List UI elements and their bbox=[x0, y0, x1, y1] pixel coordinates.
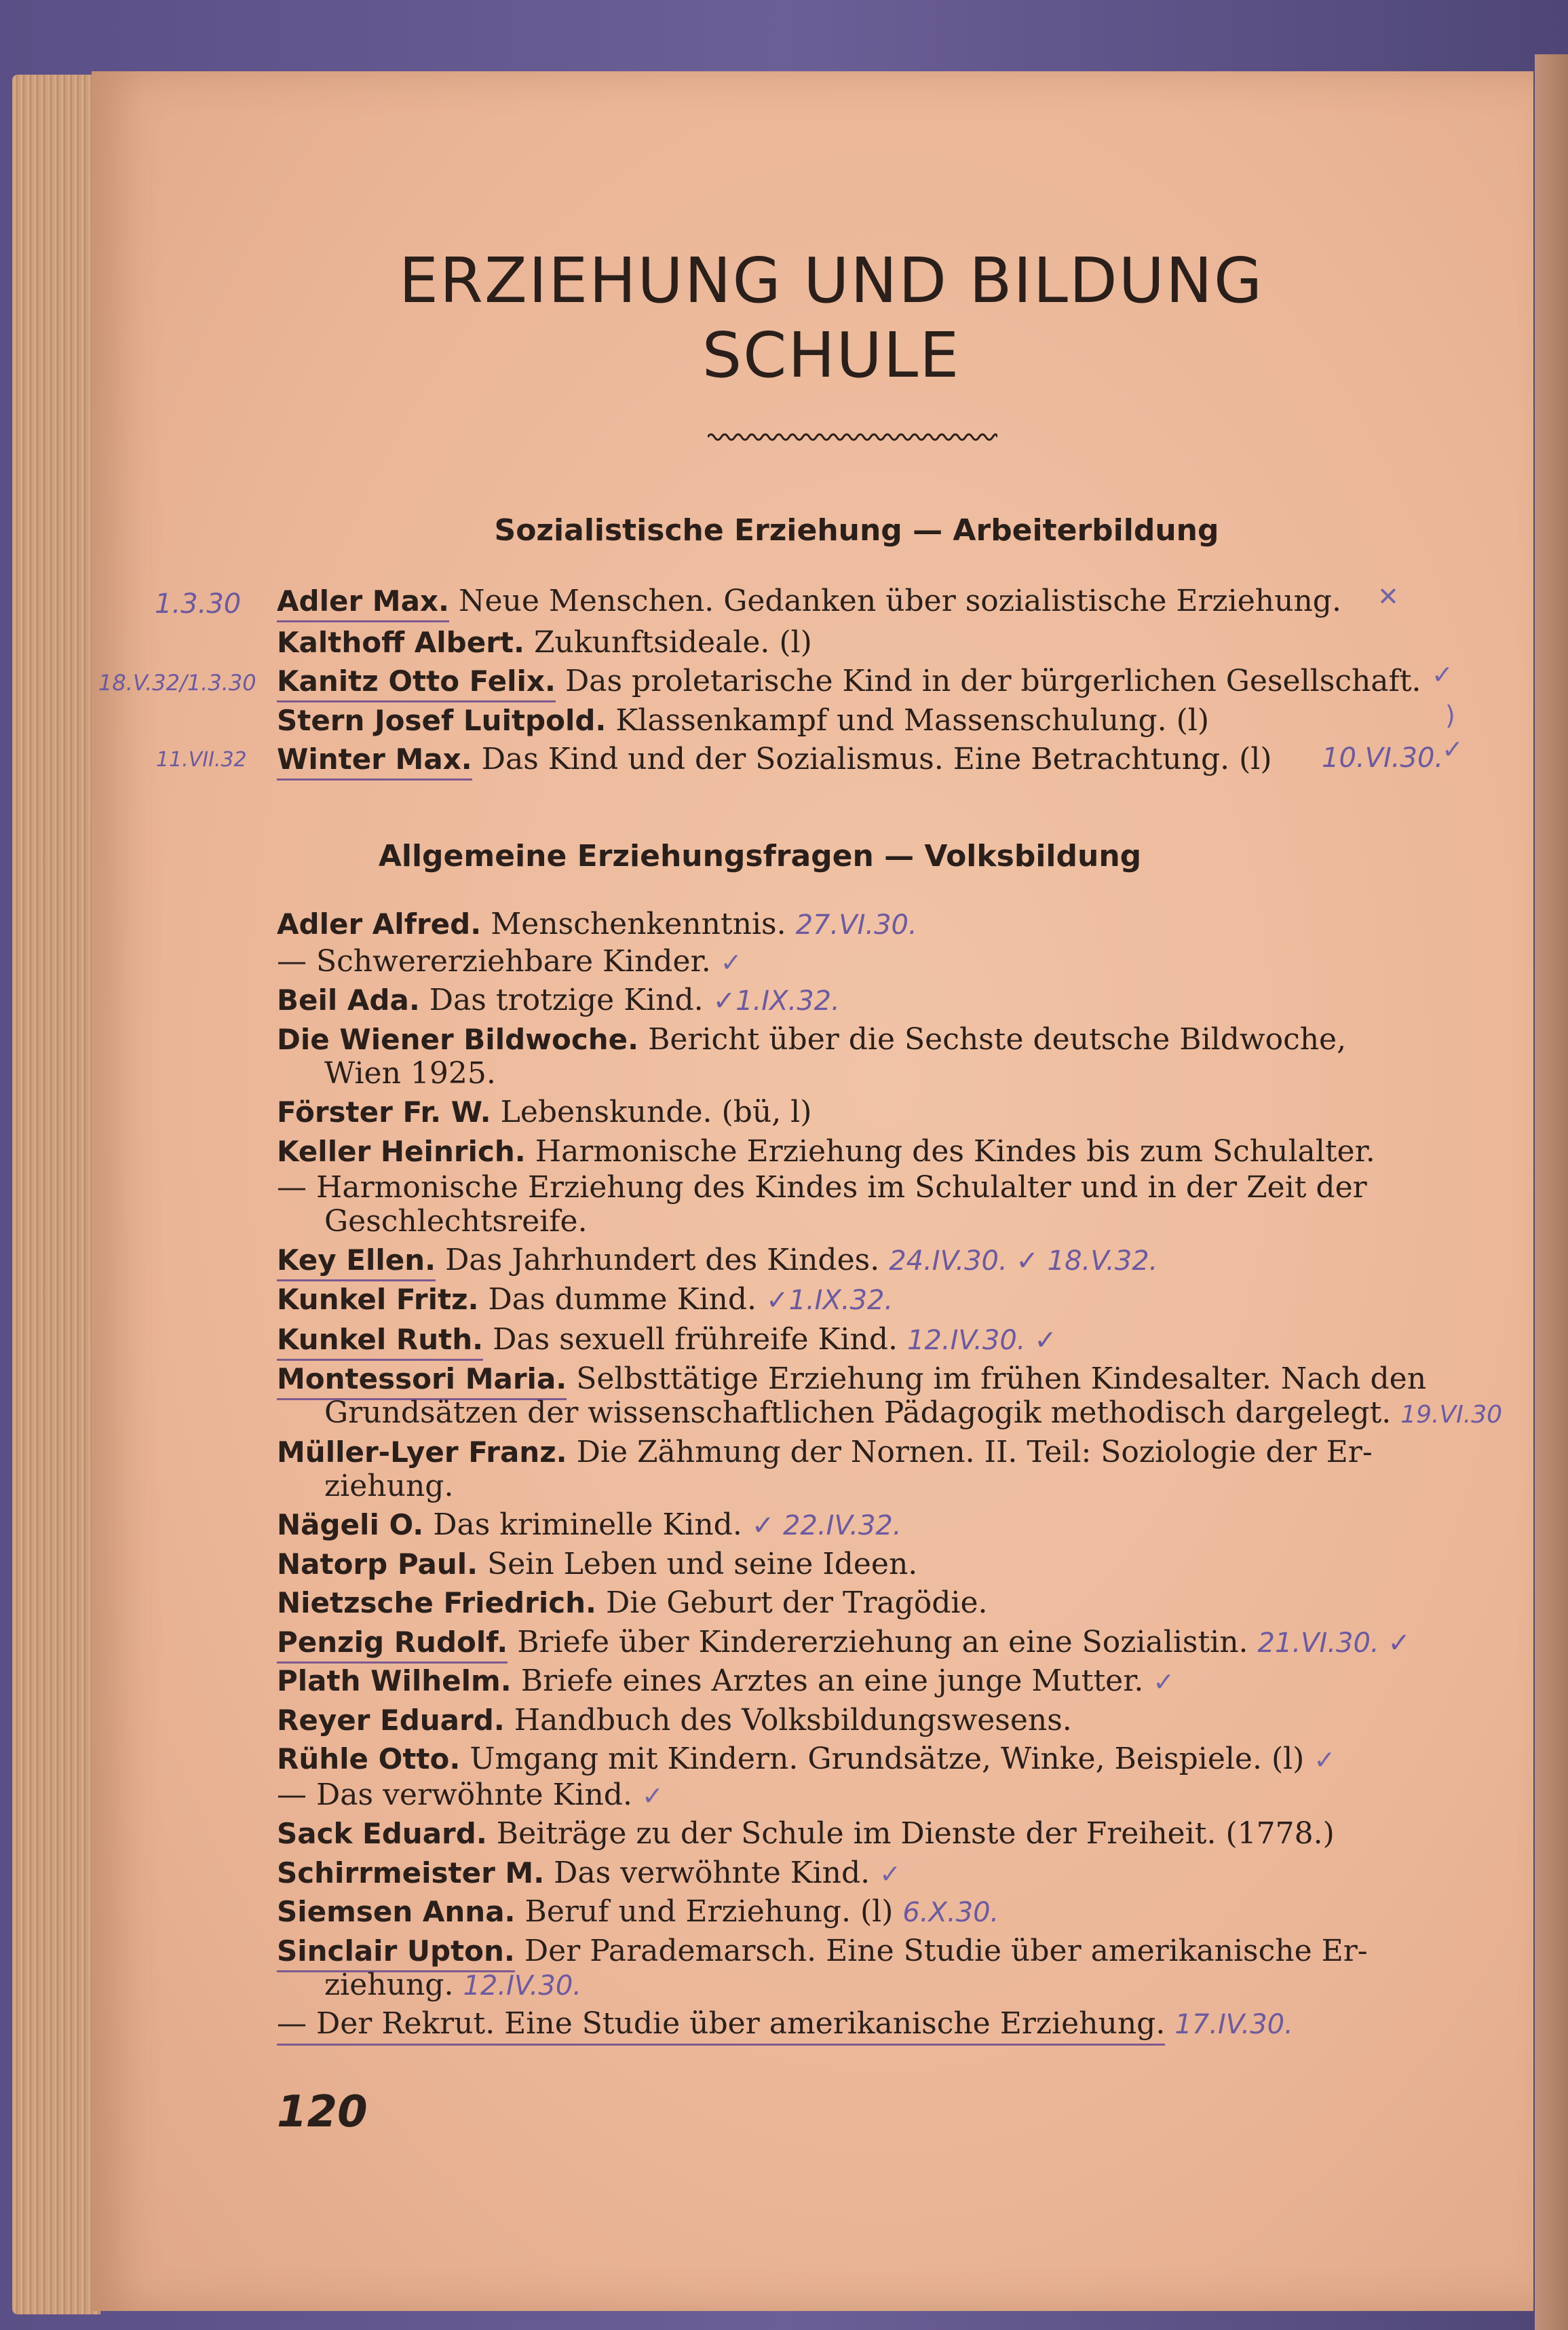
bibliography-entry bbox=[277, 1858, 901, 1888]
section-heading: Allgemeine Erziehungsfragen — Volksbildung bbox=[378, 839, 1142, 873]
page-edges bbox=[12, 75, 100, 2314]
bibliography-entry bbox=[277, 1744, 1335, 1774]
entry-author: Sack Eduard. bbox=[277, 1817, 487, 1850]
bibliography-entry bbox=[277, 1170, 1367, 1205]
entry-author: Müller-Lyer Franz. bbox=[277, 1435, 567, 1469]
handwritten-date: 12.IV.30. bbox=[463, 1970, 581, 2002]
entry-title: Beiträge zu der Schule im Dienste der Freiheit. (1778.) bbox=[496, 1816, 1335, 1851]
bibliography-entry bbox=[277, 1245, 1158, 1275]
bibliography-entry bbox=[277, 1549, 917, 1579]
bibliography-entry bbox=[277, 1322, 1057, 1357]
entry-author: Stern Josef Luitpold. bbox=[277, 704, 607, 737]
entry-author: Sinclair Upton. bbox=[277, 1934, 515, 1972]
entry-title: Sein Leben und seine Ideen. bbox=[487, 1547, 918, 1581]
handwritten-date: ✓1.IX.32. bbox=[712, 985, 840, 1017]
bibliography-entry bbox=[277, 1703, 1072, 1737]
entry-title: Die Geburt der Tragödie. bbox=[605, 1585, 988, 1620]
entry-title: Selbsttätige Erziehung im frühen Kindesalter. Nach den bbox=[576, 1361, 1427, 1396]
bibliography-entry bbox=[277, 1936, 1368, 1966]
bibliography-entry bbox=[277, 1022, 1347, 1057]
check-mark: ✓ bbox=[879, 1859, 901, 1889]
check-mark: ✓ bbox=[1153, 1667, 1175, 1697]
handwritten-date: 24.IV.30. ✓ 18.V.32. bbox=[889, 1245, 1158, 1277]
entry-title: Der Parademarsch. Eine Studie über amerikanische Er- bbox=[524, 1934, 1368, 1968]
check-mark: ✓ bbox=[641, 1781, 664, 1811]
bibliography-entry-continuation bbox=[324, 1471, 453, 1501]
bibliography-entry bbox=[277, 586, 1341, 616]
handwritten-date: 6.X.30. bbox=[902, 1897, 999, 1928]
section-heading: Sozialistische Erziehung — Arbeiterbildung bbox=[494, 513, 1219, 548]
handwritten-date: 11.VII.32 bbox=[156, 748, 247, 772]
entry-title: Geschlechtsreife. bbox=[324, 1204, 588, 1239]
entry-author: Kalthoff Albert. bbox=[277, 626, 524, 659]
bibliography-entry bbox=[277, 1585, 988, 1620]
bibliography-entry bbox=[277, 1625, 1411, 1659]
entry-author: Plath Wilhelm. bbox=[277, 1664, 512, 1697]
handwritten-date: 10.VI.30. bbox=[1322, 743, 1444, 774]
check-mark: ✓ bbox=[720, 947, 742, 977]
bibliography-entry bbox=[277, 625, 812, 660]
bibliography-entry-continuation bbox=[324, 1970, 581, 2000]
bibliography-entry bbox=[277, 1816, 1335, 1851]
entry-title: Briefe eines Arztes an eine junge Mutter. bbox=[520, 1664, 1144, 1698]
entry-title: Lebenskunde. (bü, l) bbox=[500, 1095, 812, 1129]
entry-author: Penzig Rudolf. bbox=[277, 1626, 508, 1664]
page-title-line-2: SCHULE bbox=[702, 319, 961, 392]
bibliography-entry bbox=[277, 2006, 1293, 2041]
handwritten-date: 18.V.32/1.3.30 bbox=[98, 670, 256, 696]
entry-author: Nägeli O. bbox=[277, 1508, 424, 1541]
bibliography-entry bbox=[277, 1282, 894, 1317]
bibliography-entry bbox=[277, 1507, 902, 1542]
right-page-edge bbox=[1535, 54, 1568, 2330]
handwritten-date: 21.VI.30. ✓ bbox=[1257, 1628, 1411, 1659]
entry-title: Menschenkenntnis. bbox=[491, 907, 786, 941]
entry-author: Beil Ada. bbox=[277, 983, 420, 1017]
bibliography-entry bbox=[277, 742, 1272, 776]
entry-title: Zukunftsideale. (l) bbox=[533, 625, 812, 660]
entry-author: Nietzsche Friedrich. bbox=[277, 1586, 596, 1619]
wavy-divider-ornament bbox=[708, 432, 997, 443]
bibliography-entry bbox=[277, 1780, 664, 1810]
entry-title: Umgang mit Kindern. Grundsätze, Winke, Beispiele. (l) bbox=[470, 1742, 1305, 1776]
entry-title: Das Jahrhundert des Kindes. bbox=[445, 1243, 880, 1277]
entry-title: Bericht über die Sechste deutsche Bildwoche, bbox=[648, 1022, 1347, 1057]
entry-title: Klassenkampf und Massenschulung. (l) bbox=[615, 703, 1209, 738]
entry-author: Rühle Otto. bbox=[277, 1742, 461, 1775]
entry-title: Das dumme Kind. bbox=[488, 1282, 757, 1317]
bibliography-entry-continuation bbox=[324, 1056, 496, 1091]
entry-title: Das kriminelle Kind. bbox=[433, 1507, 742, 1542]
entry-title: Harmonische Erziehung des Kindes bis zum Schulalter. bbox=[535, 1134, 1375, 1169]
entry-title: Handbuch des Volksbildungswesens. bbox=[514, 1703, 1072, 1737]
handwritten-date: 19.VI.30 bbox=[1400, 1401, 1502, 1429]
entry-title: Wien 1925. bbox=[324, 1056, 496, 1091]
entry-title: Das proletarische Kind in der bürgerlichen Gesellschaft. bbox=[565, 664, 1421, 698]
entry-title: Das verwöhnte Kind. bbox=[554, 1856, 871, 1890]
bibliography-entry bbox=[277, 1134, 1375, 1169]
entry-title: Das trotzige Kind. bbox=[429, 983, 704, 1017]
entry-title: — Schwererziehbare Kinder. bbox=[277, 944, 711, 979]
bibliography-entry-continuation bbox=[324, 1204, 588, 1239]
entry-author: Natorp Paul. bbox=[277, 1547, 478, 1581]
entry-title: Das sexuell frühreife Kind. bbox=[493, 1322, 898, 1357]
entry-author: Siemsen Anna. bbox=[277, 1895, 516, 1928]
check-mark: ✓ bbox=[1314, 1745, 1336, 1775]
entry-title: Beruf und Erziehung. (l) bbox=[524, 1894, 894, 1929]
entry-author: Die Wiener Bildwoche. bbox=[277, 1023, 639, 1056]
handwritten-date: 12.IV.30. ✓ bbox=[907, 1325, 1057, 1356]
bibliography-entry bbox=[277, 1097, 811, 1127]
check-mark: ✓ bbox=[1432, 660, 1453, 690]
entry-author: Keller Heinrich. bbox=[277, 1135, 526, 1168]
entry-title: Briefe über Kindererziehung an eine Sozialistin. bbox=[517, 1625, 1248, 1659]
handwritten-date: 1.3.30 bbox=[155, 588, 242, 620]
handwritten-date: 17.IV.30. bbox=[1174, 2009, 1293, 2040]
entry-author: Adler Max. bbox=[277, 584, 449, 622]
bibliography-entry bbox=[277, 944, 742, 979]
entry-title: — Das verwöhnte Kind. bbox=[277, 1778, 632, 1812]
entry-author: Montessori Maria. bbox=[277, 1362, 567, 1400]
handwritten-date: ✓1.IX.32. bbox=[766, 1285, 894, 1316]
entry-title: — Der Rekrut. Eine Studie über amerikanische Erziehung. bbox=[277, 2006, 1165, 2046]
bibliography-entry bbox=[277, 1361, 1427, 1396]
entry-title: — Harmonische Erziehung des Kindes im Schulalter und in der Zeit der bbox=[277, 1170, 1367, 1205]
bibliography-entry bbox=[277, 1666, 1174, 1696]
handwritten-date: 27.VI.30. bbox=[795, 909, 917, 941]
bibliography-entry bbox=[277, 909, 917, 939]
entry-title: ziehung. bbox=[324, 1968, 454, 2002]
bibliography-entry bbox=[277, 703, 1209, 738]
bibliography-entry-continuation bbox=[324, 1395, 1502, 1430]
entry-author: Winter Max. bbox=[277, 743, 472, 781]
check-mark: ✓ bbox=[1442, 734, 1464, 764]
bibliography-entry bbox=[277, 1894, 999, 1929]
bibliography-entry bbox=[277, 1435, 1373, 1469]
entry-title: Das Kind und der Sozialismus. Eine Betrachtung. (l) bbox=[481, 742, 1272, 776]
entry-author: Key Ellen. bbox=[277, 1243, 436, 1281]
page-title-line-1: ERZIEHUNG UND BILDUNG bbox=[398, 244, 1264, 317]
entry-title: Die Zähmung der Nornen. II. Teil: Soziologie der Er- bbox=[576, 1435, 1373, 1469]
entry-author: Kanitz Otto Felix. bbox=[277, 664, 556, 702]
entry-author: Schirrmeister M. bbox=[277, 1856, 545, 1890]
page-number: 120 bbox=[277, 2087, 368, 2137]
entry-author: Reyer Eduard. bbox=[277, 1704, 505, 1737]
bibliography-entry bbox=[277, 985, 840, 1015]
cross-mark: ✕ bbox=[1377, 582, 1399, 612]
entry-author: Kunkel Fritz. bbox=[277, 1283, 479, 1316]
entry-author: Förster Fr. W. bbox=[277, 1095, 491, 1129]
entry-title: Grundsätzen der wissenschaftlichen Pädagogik methodisch dargelegt. bbox=[324, 1395, 1392, 1430]
bracket-mark: ) bbox=[1445, 700, 1455, 730]
entry-title: Neue Menschen. Gedanken über sozialistische Erziehung. bbox=[458, 584, 1341, 618]
bibliography-entry bbox=[277, 666, 1421, 696]
entry-title: ziehung. bbox=[324, 1469, 454, 1503]
entry-author: Adler Alfred. bbox=[277, 907, 482, 941]
handwritten-date: ✓ 22.IV.32. bbox=[751, 1510, 902, 1541]
entry-author: Kunkel Ruth. bbox=[277, 1323, 483, 1361]
